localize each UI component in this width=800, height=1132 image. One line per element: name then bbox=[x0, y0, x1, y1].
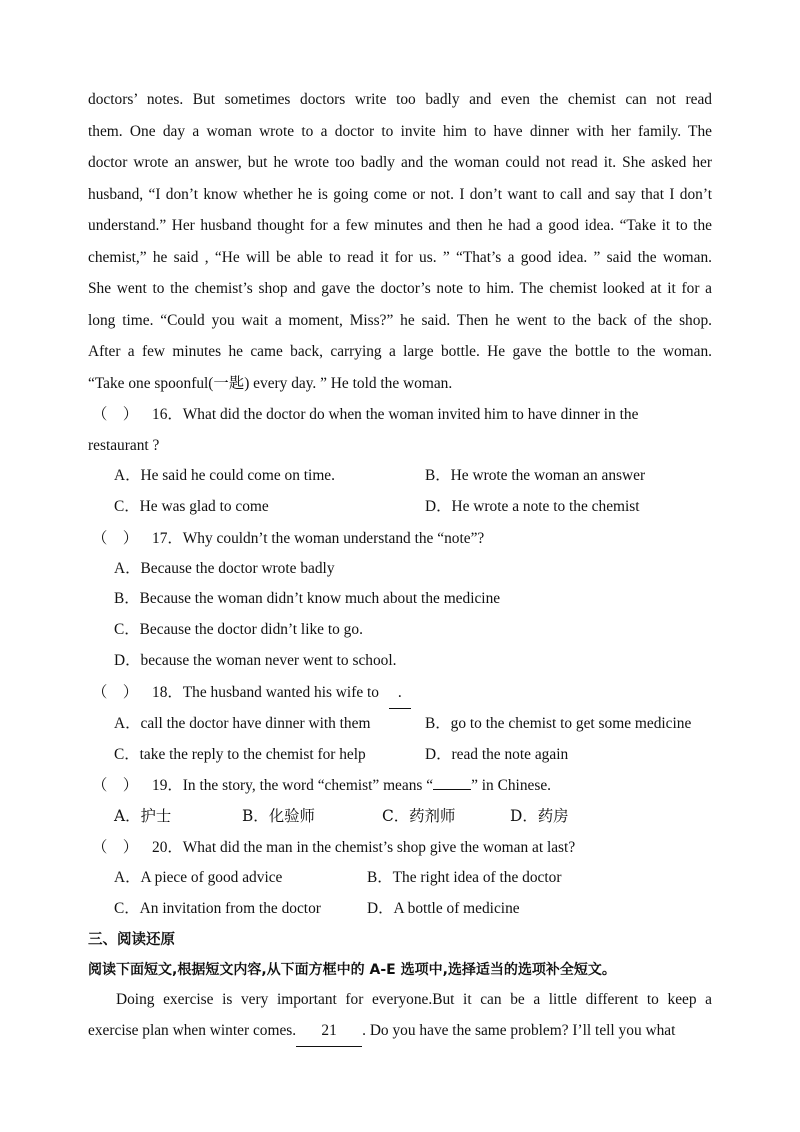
option-a[interactable]: A．He said he could come on time. bbox=[114, 467, 335, 484]
option-d[interactable]: D．A bottle of medicine bbox=[367, 899, 520, 917]
question-stem-continued: restaurant ? bbox=[88, 437, 160, 454]
option-a[interactable]: A．call the doctor have dinner with them bbox=[114, 714, 371, 732]
option-d[interactable]: D．He wrote a note to the chemist bbox=[425, 497, 640, 515]
answer-blank[interactable]: . bbox=[389, 677, 411, 709]
question-stem-end: ” in Chinese. bbox=[471, 777, 552, 795]
options-row bbox=[88, 894, 712, 925]
passage-line: After a few minutes he came back, carrying a large bottle. He gave the bottle to the woman. bbox=[88, 343, 712, 360]
question-stem: 19．In the story, the word “chemist” means “ bbox=[152, 777, 434, 795]
answer-paren[interactable]: （ ） bbox=[92, 406, 139, 423]
option-c[interactable]: C．Because the doctor didn’t like to go. bbox=[114, 621, 363, 639]
passage-line: chemist,” he said , “He will be able to read it for us. ” “That’s a good idea. ” said the woman. bbox=[88, 248, 712, 266]
section-instruction: 阅读下面短文,根据短文内容,从下面方框中的 A-E 选项中,选择适当的选项补全短文。 bbox=[88, 961, 616, 978]
answer-blank-21[interactable]: 21 bbox=[296, 1016, 362, 1048]
option-d[interactable]: D．because the woman never went to school. bbox=[114, 651, 397, 669]
answer-paren[interactable]: （ ） bbox=[92, 683, 139, 701]
options-row bbox=[88, 863, 712, 894]
question-20 bbox=[88, 832, 712, 925]
option-c[interactable]: C．An invitation from the doctor bbox=[114, 899, 321, 917]
option-b[interactable]: B．The right idea of the doctor bbox=[367, 869, 562, 887]
options-row bbox=[88, 461, 712, 492]
option-b[interactable]: B．Because the woman didn’t know much about the medicine bbox=[114, 590, 501, 608]
passage-text: exercise plan when winter comes. bbox=[88, 1021, 297, 1039]
option-d[interactable]: D．read the note again bbox=[425, 745, 569, 763]
question-16 bbox=[88, 399, 712, 523]
options-row bbox=[88, 492, 712, 523]
answer-blank[interactable] bbox=[433, 789, 471, 790]
option-b[interactable]: B．化验师 bbox=[242, 807, 315, 826]
answer-paren[interactable]: （ ） bbox=[92, 839, 139, 857]
options-row bbox=[88, 709, 712, 740]
answer-paren[interactable]: （ ） bbox=[92, 777, 139, 795]
passage-line: them. One day a woman wrote to a doctor to invite him to have dinner with her family. The bbox=[88, 122, 712, 140]
passage-line: Doing exercise is very important for everyone.But it can be a little different to keep a bbox=[116, 990, 712, 1008]
passage-line: She went to the chemist’s shop and gave the doctor’s note to him. The chemist looked at it for a bbox=[88, 280, 712, 297]
passage-line: husband, “I don’t know whether he is going come or not. I don’t want to call and say that I don’t bbox=[88, 185, 712, 203]
passage-line: doctor wrote an answer, but he wrote too badly and the woman could not read it. She asked her bbox=[88, 154, 712, 171]
option-a[interactable]: A．Because the doctor wrote badly bbox=[114, 559, 335, 577]
question-19 bbox=[88, 770, 712, 832]
reading-passage bbox=[88, 84, 712, 399]
passage-line: long time. “Could you wait a moment, Miss?” he said. Then he went to the back of the shop. bbox=[88, 311, 712, 329]
section-title: 三、阅读还原 bbox=[88, 931, 175, 948]
option-a[interactable]: A．A piece of good advice bbox=[114, 869, 283, 887]
options-row bbox=[88, 801, 712, 832]
passage-line: doctors’ notes. But sometimes doctors write too badly and even the chemist can not read bbox=[88, 91, 712, 108]
option-c[interactable]: C．He was glad to come bbox=[114, 497, 269, 515]
answer-paren[interactable]: （ ） bbox=[92, 529, 139, 547]
question-stem: 20．What did the man in the chemist’s shop give the woman at last? bbox=[152, 839, 576, 857]
passage-line bbox=[88, 1016, 712, 1048]
question-stem: 18．The husband wanted his wife to bbox=[152, 683, 379, 701]
passage-text: . Do you have the same problem? I’ll tell you what bbox=[362, 1021, 676, 1039]
question-17 bbox=[88, 523, 712, 677]
option-d[interactable]: D．药房 bbox=[510, 807, 569, 826]
option-b[interactable]: B．go to the chemist to get some medicine bbox=[425, 714, 692, 732]
option-a[interactable]: A．护士 bbox=[114, 807, 172, 826]
question-stem: 16．What did the doctor do when the woman invited him to have dinner in the bbox=[152, 406, 639, 423]
option-b[interactable]: B．He wrote the woman an answer bbox=[425, 467, 646, 484]
reading-passage-2 bbox=[88, 985, 712, 1048]
option-c[interactable]: C．take the reply to the chemist for help bbox=[114, 745, 366, 763]
option-c[interactable]: C．药剂师 bbox=[382, 807, 456, 826]
question-18 bbox=[88, 677, 712, 771]
passage-line: understand.” Her husband thought for a few minutes and then he had a good idea. “Take it to the bbox=[88, 217, 712, 234]
options-row bbox=[88, 740, 712, 771]
question-stem: 17．Why couldn’t the woman understand the “note”? bbox=[152, 529, 485, 547]
passage-line: “Take one spoonful(一匙) every day. ” He told the woman. bbox=[88, 374, 453, 392]
document-page bbox=[88, 84, 712, 1047]
